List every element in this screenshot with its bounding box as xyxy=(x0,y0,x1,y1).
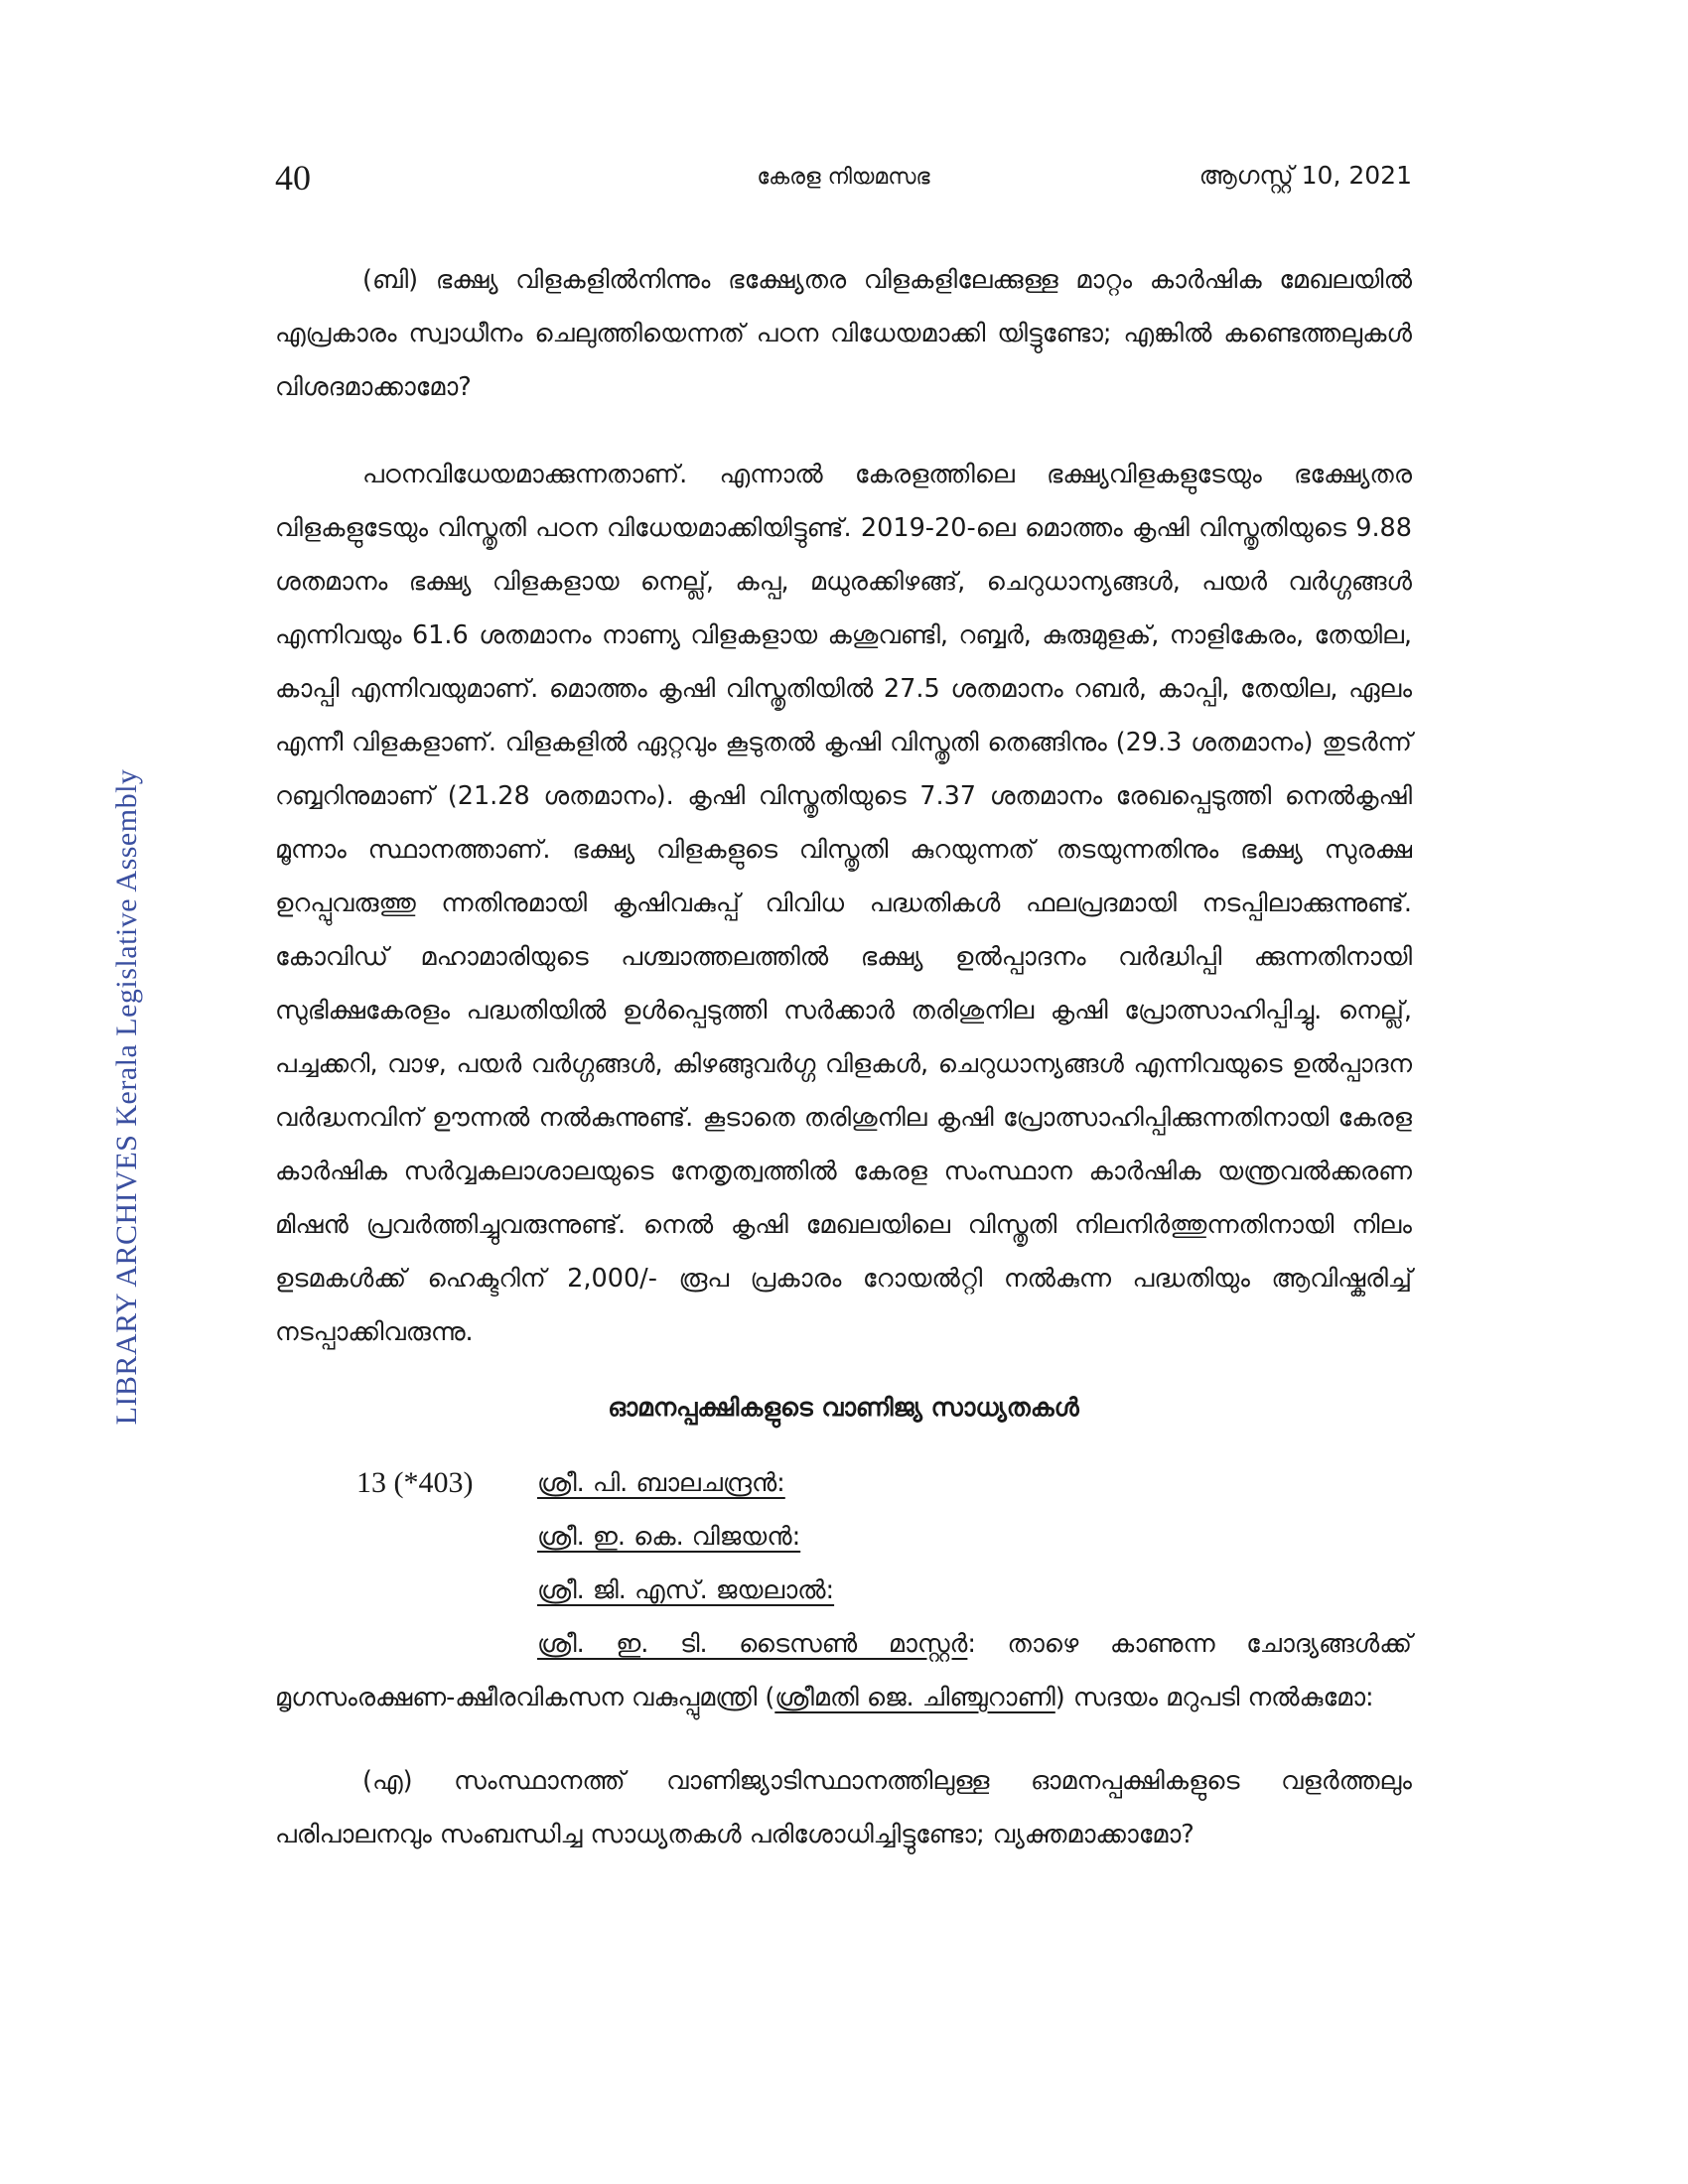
section-heading: ഓമനപ്പക്ഷികളുടെ വാണിജ്യ സാധ്യതകൾ xyxy=(608,1393,1079,1422)
archive-watermark: LIBRARY ARCHIVES Kerala Legislative Assembly xyxy=(110,768,143,1426)
header-date: ആഗസ്റ്റ് 10, 2021 xyxy=(1198,161,1412,190)
page-number: 40 xyxy=(275,158,311,198)
running-title: കേരള നിയമസഭ xyxy=(757,165,930,190)
question-tail-text: ) സദയം മറുപടി നൽകുമോ: xyxy=(1055,1683,1374,1712)
page-header xyxy=(275,157,1412,206)
member-name-text: ശ്രീ. പി. ബാലചന്ദ്രൻ: xyxy=(537,1468,785,1498)
member-name xyxy=(275,1510,1412,1564)
question-lead-text: : താഴെ കാണുന്ന ചോദ്യങ്ങൾക്ക് മൃഗസംരക്ഷണ-ക്ഷീരവികസന വകുപ്പുമന്ത്രി ( xyxy=(275,1629,1412,1712)
question-intro xyxy=(275,1617,1412,1724)
member-name-text: ശ്രീ. ഇ. കെ. വിജയൻ: xyxy=(537,1522,801,1552)
minister-name: ശ്രീമതി ജെ. ചിഞ്ചുറാണി xyxy=(774,1683,1055,1712)
question-a: (എ) സംസ്ഥാനത്ത് വാണിജ്യാടിസ്ഥാനത്തിലുള്ള ഓമനപ്പക്ഷികളുടെ വളർത്തലും പരിപാലനവും സംബന്ധിച്ച സാധ്യതകൾ പരിശോധിച്ചിട്ടുണ്ടോ; വ്യക്തമാക്കാമോ? xyxy=(275,1766,1412,1849)
answer-b: പഠനവിധേയമാക്കുന്നതാണ്. എന്നാൽ കേരളത്തിലെ ഭക്ഷ്യവിളകളുടേയും ഭക്ഷ്യേതര വിളകളുടേയും വിസ്തൃതി പഠന വിധേയമാക്കിയിട്ടുണ്ട്. 2019-20-ലെ മൊത്തം കൃഷി വിസ്തൃതിയുടെ 9.88 ശതമാനം ഭക്ഷ്യ വിളകളായ നെല്ല്, കപ്പ, മധുരക്കിഴങ്ങ്, ചെറുധാന്യങ്ങൾ, പയർ വർഗ്ഗങ്ങൾ എന്നിവയും 61.6 ശതമാനം നാണ്യ വിളകളായ കശുവണ്ടി, റബ്ബർ, കുരുമുളക്, നാളികേരം, തേയില, കാപ്പി എന്നിവയുമാണ്. മൊത്തം കൃഷി വിസ്തൃതിയിൽ 27.5 ശതമാനം റബർ, കാപ്പി, തേയില, ഏലം എന്നീ വിളകളാണ്. വിളകളിൽ ഏറ്റവും കൂടുതൽ കൃഷി വിസ്തൃതി തെങ്ങിനും (29.3 ശതമാനം) തുടർന്ന് റബ്ബറിനുമാണ് (21.28 ശതമാനം). കൃഷി വിസ്തൃതിയുടെ 7.37 ശതമാനം രേഖപ്പെടുത്തി നെൽകൃഷി മൂന്നാം സ്ഥാനത്താണ്. ഭക്ഷ്യ വിളകളുടെ വിസ്തൃതി കുറയുന്നത് തടയുന്നതിനും ഭക്ഷ്യ സുരക്ഷ ഉറപ്പുവരുത്തു ന്നതിനുമായി കൃഷിവകുപ്പ് വിവിധ പദ്ധതികൾ ഫലപ്രദമായി നടപ്പിലാക്കുന്നുണ്ട്. കോവിഡ് മഹാമാരിയുടെ പശ്ചാത്തലത്തിൽ ഭക്ഷ്യ ഉൽപ്പാദനം വർദ്ധിപ്പി ക്കുന്നതിനായി സുഭിക്ഷകേരളം പദ്ധതിയിൽ ഉൾപ്പെടുത്തി സർക്കാർ തരിശുനില കൃഷി പ്രോത്സാഹിപ്പിച്ചു. നെല്ല്, പച്ചക്കറി, വാഴ, പയർ വർഗ്ഗങ്ങൾ, കിഴങ്ങുവർഗ്ഗ വിളകൾ, ചെറുധാന്യങ്ങൾ എന്നിവയുടെ ഉൽപ്പാദന വർദ്ധനവിന് ഊന്നൽ നൽകുന്നുണ്ട്. കൂടാതെ തരിശുനില കൃഷി പ്രോത്സാഹിപ്പിക്കുന്നതിനായി കേരള കാർഷിക സർവ്വകലാശാലയുടെ നേതൃത്വത്തിൽ കേരള സംസ്ഥാന കാർഷിക യന്ത്രവൽക്കരണ മിഷൻ പ്രവർത്തിച്ചുവരുന്നുണ്ട്. നെൽ കൃഷി മേഖലയിലെ വിസ്തൃതി നിലനിർത്തുന്നതിനായി നിലം ഉടമകൾക്ക് ഹെക്ടറിന് 2,000/- രൂപ പ്രകാരം റോയൽറ്റി നൽകുന്ന പദ്ധതിയും ആവിഷ്കരിച്ച് നടപ്പാക്കിവരുന്നു. xyxy=(275,460,1412,1347)
question-b: (ബി) ഭക്ഷ്യ വിളകളിൽനിന്നും ഭക്ഷ്യേതര വിളകളിലേക്കുള്ള മാറ്റം കാർഷിക മേഖലയിൽ എപ്രകാരം സ്വാധീനം ചെലുത്തിയെന്നത് പഠന വിധേയമാക്കി യിട്ടുണ്ടോ; എങ്കിൽ കണ്ടെത്തലുകൾ വിശദമാക്കാമോ? xyxy=(275,265,1412,402)
member-name-text: ശ്രീ. ജി. എസ്. ജയലാൽ: xyxy=(537,1575,835,1605)
member-name xyxy=(275,1564,1412,1617)
question-number: 13 (*403) xyxy=(356,1466,474,1499)
page-body xyxy=(275,253,1412,1895)
question-13-block xyxy=(275,1456,1412,1724)
last-member-name: ശ്രീ. ഇ. ടി. ടൈസൺ മാസ്റ്റർ xyxy=(537,1629,968,1659)
